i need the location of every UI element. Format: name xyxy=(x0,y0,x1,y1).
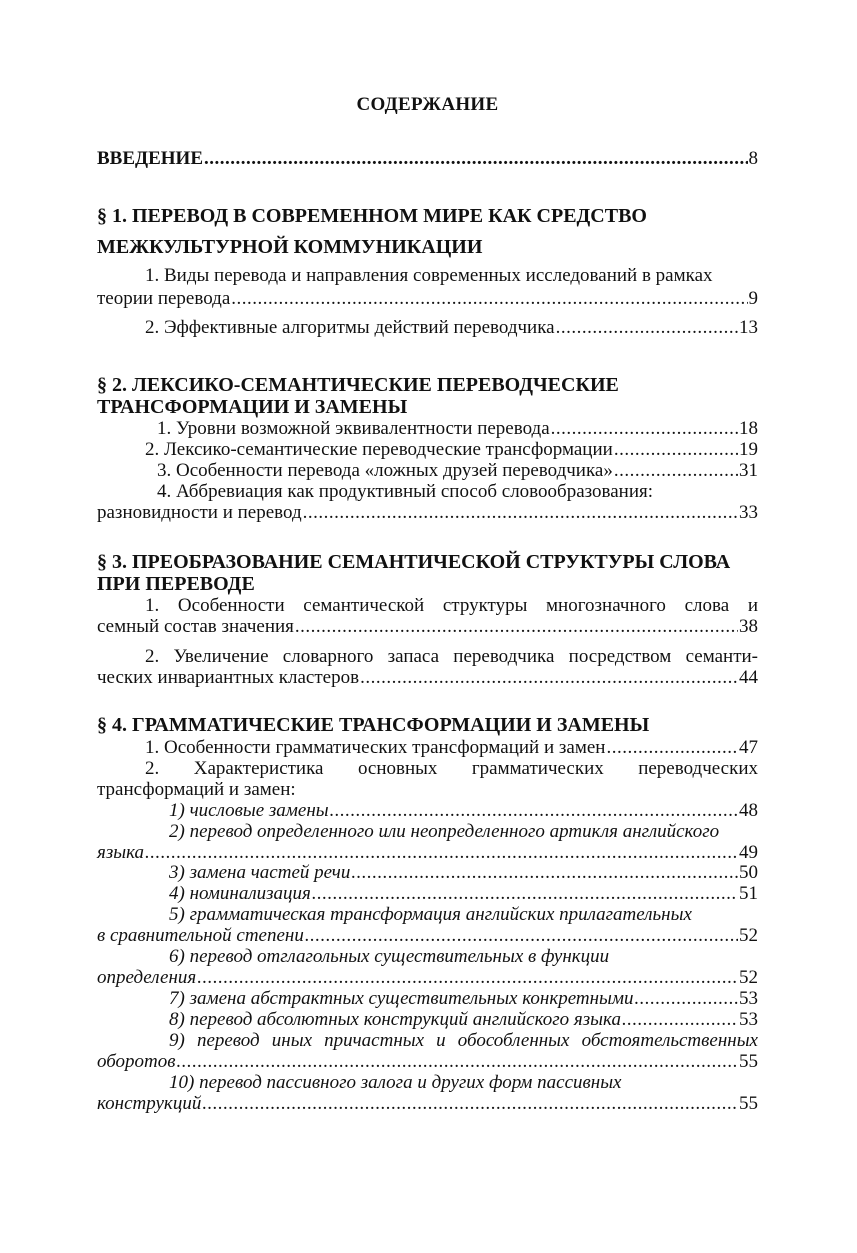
page-number: 47 xyxy=(739,737,758,758)
leader-dots xyxy=(177,1051,738,1073)
toc-entry-intro xyxy=(97,148,758,170)
page-number: 49 xyxy=(739,842,758,863)
toc-subentry-line: 9) перевод иных причастных и обособленных обстоятельственных xyxy=(169,1030,758,1051)
leader-dots xyxy=(231,288,747,310)
page-number: 9 xyxy=(748,288,758,309)
leader-dots xyxy=(330,800,738,822)
toc-subentry-line: 5) грамматическая трансформация английских прилагательных xyxy=(169,904,692,925)
page-number: 13 xyxy=(739,317,758,338)
toc-entry-label: 2. Эффективные алгоритмы действий переводчика xyxy=(145,317,555,338)
toc-entry xyxy=(157,418,758,440)
toc-entry-label: 2. Лексико-семантические переводческие трансформации xyxy=(145,439,613,460)
leader-dots xyxy=(622,1009,738,1031)
section-heading: § 3. ПРЕОБРАЗОВАНИЕ СЕМАНТИЧЕСКОЙ СТРУКТУРЫ СЛОВА xyxy=(97,551,731,573)
leader-dots xyxy=(305,925,738,947)
leader-dots xyxy=(351,862,738,884)
toc-entry xyxy=(145,439,758,461)
page-number: 31 xyxy=(739,460,758,481)
toc-entry-label: 3. Особенности перевода «ложных друзей переводчика» xyxy=(157,460,613,481)
leader-dots xyxy=(197,967,738,989)
section-heading: ТРАНСФОРМАЦИИ И ЗАМЕНЫ xyxy=(97,396,408,418)
section-heading: § 4. ГРАММАТИЧЕСКИЕ ТРАНСФОРМАЦИИ И ЗАМЕНЫ xyxy=(97,714,650,736)
toc-subentry xyxy=(97,1093,758,1115)
toc-entry-label: ВВЕДЕНИЕ xyxy=(97,148,203,169)
toc-entry xyxy=(97,288,758,310)
toc-subentry-line: 6) перевод отглагольных существительных в функции xyxy=(169,946,610,967)
toc-entry-line: 1. Виды перевода и направления современных исследований в рамках xyxy=(145,265,713,286)
toc-entry xyxy=(157,460,758,482)
toc-entry-label: ческих инвариантных кластеров xyxy=(97,667,360,688)
page-number: 50 xyxy=(739,862,758,883)
leader-dots xyxy=(614,439,738,461)
leader-dots xyxy=(202,1093,738,1115)
page-number: 38 xyxy=(739,616,758,637)
leader-dots xyxy=(360,667,738,689)
toc-subentry-line: 10) перевод пассивного залога и других форм пассивных xyxy=(169,1072,622,1093)
page-number: 55 xyxy=(739,1051,758,1072)
toc-entry-line: трансформаций и замен: xyxy=(97,779,296,800)
page-number: 18 xyxy=(739,418,758,439)
toc-entry xyxy=(97,502,758,524)
page-number: 53 xyxy=(739,988,758,1009)
toc-entry-label: определения xyxy=(97,967,197,988)
leader-dots xyxy=(295,616,738,638)
toc-entry-label: разновидности и перевод xyxy=(97,502,302,523)
leader-dots xyxy=(145,842,738,864)
toc-subentry xyxy=(169,1009,758,1031)
page-number: 52 xyxy=(739,925,758,946)
page-number: 53 xyxy=(739,1009,758,1030)
toc-subentry xyxy=(169,800,758,822)
toc-entry-label: 1) числовые замены xyxy=(169,800,329,821)
toc-entry-line: 1. Особенности семантической структуры многозначного слова и xyxy=(145,595,758,616)
leader-dots xyxy=(635,988,738,1010)
toc-entry-line: 2. Увеличение словарного запаса переводчика посредством семанти- xyxy=(145,646,758,667)
toc-entry-label: 8) перевод абсолютных конструкций английского языка xyxy=(169,1009,621,1030)
toc-entry-label: 1. Особенности грамматических трансформаций и замен xyxy=(145,737,606,758)
page-number: 8 xyxy=(748,148,758,169)
toc-entry xyxy=(145,737,758,759)
toc-entry xyxy=(145,317,758,339)
toc-entry-label: 3) замена частей речи xyxy=(169,862,351,883)
leader-dots xyxy=(312,883,738,905)
leader-dots xyxy=(303,502,738,524)
toc-entry-label: оборотов xyxy=(97,1051,176,1072)
page-number: 48 xyxy=(739,800,758,821)
toc-entry-label: 7) замена абстрактных существительных конкретными xyxy=(169,988,634,1009)
toc-entry-label: теории перевода xyxy=(97,288,231,309)
toc-subentry xyxy=(97,967,758,989)
leader-dots xyxy=(204,148,748,170)
toc-entry-label: семный состав значения xyxy=(97,616,294,637)
toc-entry-label: 4) номинализация xyxy=(169,883,311,904)
toc-entry-line: 2. Характеристика основных грамматических переводческих xyxy=(145,758,758,779)
toc-entry-line: 4. Аббревиация как продуктивный способ словообразования: xyxy=(157,481,654,502)
page-number: 33 xyxy=(739,502,758,523)
toc-subentry xyxy=(169,862,758,884)
page-number: 51 xyxy=(739,883,758,904)
toc-subentry xyxy=(169,988,758,1010)
toc-entry xyxy=(97,616,758,638)
section-heading: ПРИ ПЕРЕВОДЕ xyxy=(97,573,255,595)
toc-subentry xyxy=(97,925,758,947)
page-number: 55 xyxy=(739,1093,758,1114)
section-heading: § 1. ПЕРЕВОД В СОВРЕМЕННОМ МИРЕ КАК СРЕДСТВО xyxy=(97,205,647,227)
toc-entry-label: конструкций xyxy=(97,1093,202,1114)
toc-subentry xyxy=(97,842,758,864)
leader-dots xyxy=(614,460,738,482)
leader-dots xyxy=(606,737,738,759)
leader-dots xyxy=(551,418,738,440)
toc-subentry-line: 2) перевод определенного или неопределенного артикля английского xyxy=(169,821,720,842)
page-number: 52 xyxy=(739,967,758,988)
section-heading: МЕЖКУЛЬТУРНОЙ КОММУНИКАЦИИ xyxy=(97,236,483,258)
toc-entry xyxy=(97,667,758,689)
section-heading: § 2. ЛЕКСИКО-СЕМАНТИЧЕСКИЕ ПЕРЕВОДЧЕСКИЕ xyxy=(97,374,619,396)
leader-dots xyxy=(556,317,738,339)
toc-entry-label: в сравнительной степени xyxy=(97,925,304,946)
page-title: СОДЕРЖАНИЕ xyxy=(356,94,499,115)
toc-entry-label: языка xyxy=(97,842,145,863)
page-number: 44 xyxy=(739,667,758,688)
toc-entry-label: 1. Уровни возможной эквивалентности перевода xyxy=(157,418,550,439)
page-number: 19 xyxy=(739,439,758,460)
toc-subentry xyxy=(169,883,758,905)
toc-subentry xyxy=(97,1051,758,1073)
